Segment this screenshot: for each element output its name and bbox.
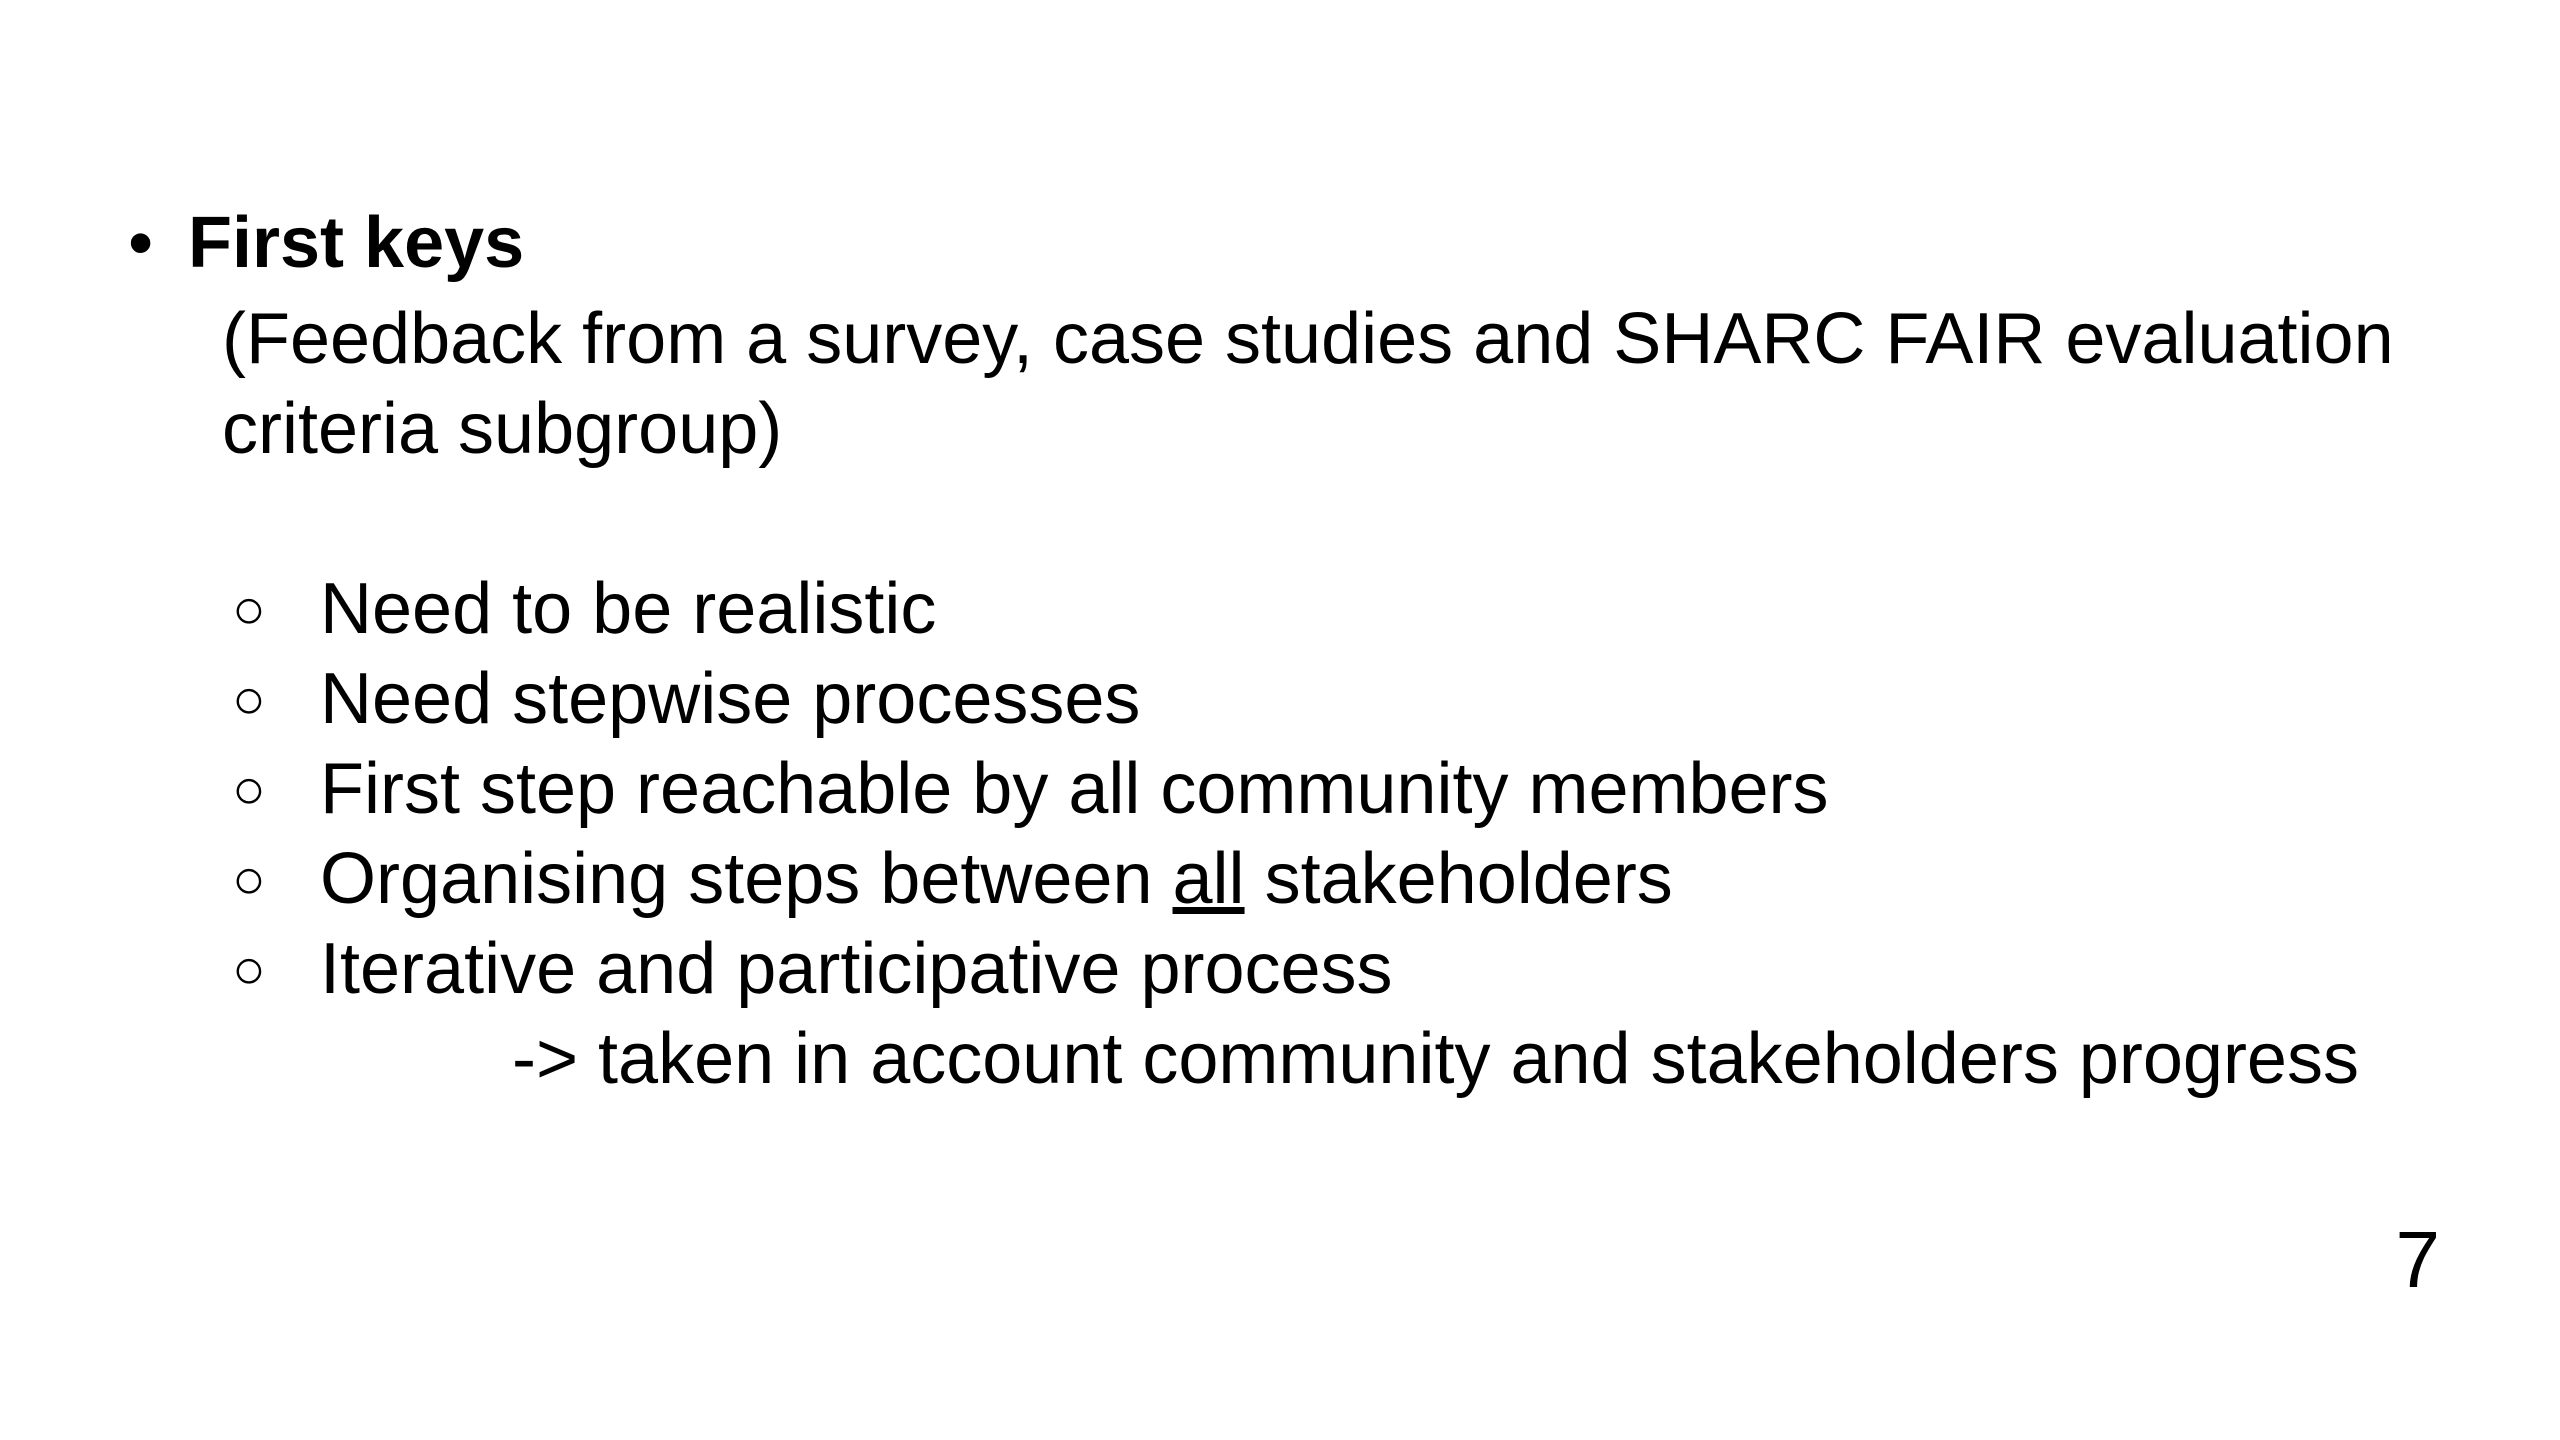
- main-bullet-title: First keys: [188, 203, 525, 283]
- circle-bullet-icon: ○: [232, 667, 266, 730]
- bullet-marker: •: [128, 203, 154, 283]
- arrow-note: -> taken in account community and stakeholders progress: [512, 1019, 2359, 1099]
- list-item: [232, 744, 1829, 834]
- sub-bullet-list: [232, 564, 1829, 1014]
- list-item-text: Need to be realistic: [320, 569, 937, 649]
- circle-bullet-icon: ○: [232, 577, 266, 640]
- subtitle: [222, 294, 2542, 474]
- list-item: [232, 654, 1829, 744]
- list-item-text-underlined: all: [1172, 839, 1245, 919]
- list-item-text: Need stepwise processes: [320, 659, 1141, 739]
- page-number: 7: [2395, 1215, 2440, 1304]
- subtitle-line-1: (Feedback from a survey, case studies and SHARC FAIR evaluation: [222, 299, 2394, 379]
- list-item: [232, 924, 1829, 1014]
- main-bullet: [128, 198, 524, 288]
- circle-bullet-icon: ○: [232, 847, 266, 910]
- list-item-text-before: Organising steps between: [320, 839, 1173, 919]
- circle-bullet-icon: ○: [232, 757, 266, 820]
- list-item: [232, 564, 1829, 654]
- subtitle-line-2: criteria subgroup): [222, 389, 783, 469]
- list-item-text: First step reachable by all community members: [320, 749, 1829, 829]
- list-item-text-after: stakeholders: [1244, 839, 1673, 919]
- list-item: [232, 834, 1829, 924]
- circle-bullet-icon: ○: [232, 937, 266, 1000]
- list-item-text: Iterative and participative process: [320, 929, 1393, 1009]
